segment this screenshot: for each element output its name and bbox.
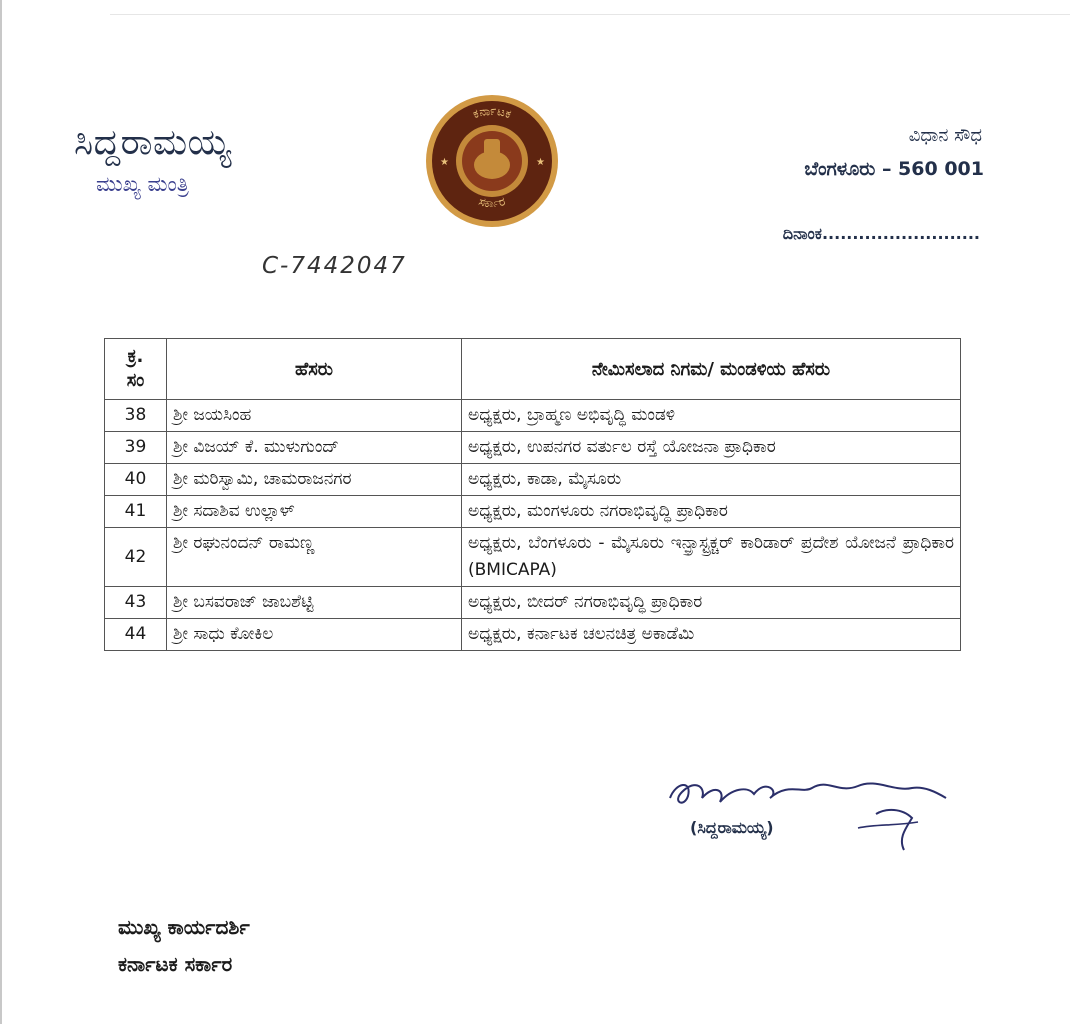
row-post: ಅಧ್ಯಕ್ಷರು, ಬ್ರಾಹ್ಮಣ ಅಭಿವೃದ್ಧಿ ಮಂಡಳಿ bbox=[462, 400, 961, 432]
row-post: ಅಧ್ಯಕ್ಷರು, ಬೀದರ್ ನಗರಾಭಿವೃದ್ಧಿ ಪ್ರಾಧಿಕಾರ bbox=[462, 587, 961, 619]
letterhead-name: ಸಿದ್ದರಾಮಯ್ಯ bbox=[74, 122, 232, 163]
recipient-line-1: ಮುಖ್ಯ ಕಾರ್ಯದರ್ಶಿ bbox=[118, 915, 250, 939]
letterhead-designation: ಮುಖ್ಯ ಮಂತ್ರಿ bbox=[96, 172, 189, 196]
header-post: ನೇಮಿಸಲಾದ ನಿಗಮ/ ಮಂಡಳಿಯ ಹೆಸರು bbox=[462, 339, 961, 400]
table-row bbox=[105, 496, 961, 528]
row-post: ಅಧ್ಯಕ್ಷರು, ಕಾಡಾ, ಮೈಸೂರು bbox=[462, 464, 961, 496]
table-row bbox=[105, 528, 961, 587]
row-post: ಅಧ್ಯಕ್ಷರು, ಕರ್ನಾಟಕ ಚಲನಚಿತ್ರ ಅಕಾಡೆಮಿ bbox=[462, 619, 961, 651]
row-name: ಶ್ರೀ ಸಾಧು ಕೋಕಿಲ bbox=[167, 619, 462, 651]
table-row bbox=[105, 400, 961, 432]
row-name: ಶ್ರೀ ಬಸವರಾಜ್ ಜಾಬಶೆಟ್ಟಿ bbox=[167, 587, 462, 619]
date-label: ದಿನಾಂಕ.......................... bbox=[782, 224, 980, 243]
table-header-row bbox=[105, 339, 961, 400]
row-name: ಶ್ರೀ ವಿಜಯ್ ಕೆ. ಮುಳುಗುಂದ್ bbox=[167, 432, 462, 464]
row-serial: 44 bbox=[105, 619, 167, 651]
table-row bbox=[105, 432, 961, 464]
header-serial-number: ಕ್ರ. ಸಂ bbox=[105, 339, 167, 400]
row-post: ಅಧ್ಯಕ್ಷರು, ಮಂಗಳೂರು ನಗರಾಭಿವೃದ್ಧಿ ಪ್ರಾಧಿಕಾರ bbox=[462, 496, 961, 528]
address-line-2: ಬೆಂಗಳೂರು – 560 001 bbox=[804, 158, 984, 180]
handwritten-signature bbox=[662, 768, 952, 854]
row-serial: 43 bbox=[105, 587, 167, 619]
row-serial: 38 bbox=[105, 400, 167, 432]
row-name: ಶ್ರೀ ಮರಿಸ್ವಾಮಿ, ಚಾಮರಾಜನಗರ bbox=[167, 464, 462, 496]
address-line-1: ವಿಧಾನ ಸೌಧ bbox=[908, 125, 982, 146]
row-post: ಅಧ್ಯಕ್ಷರು, ಉಪನಗರ ವರ್ತುಲ ರಸ್ತೆ ಯೋಜನಾ ಪ್ರಾಧಿಕಾರ bbox=[462, 432, 961, 464]
row-serial: 40 bbox=[105, 464, 167, 496]
table-row bbox=[105, 619, 961, 651]
karnataka-government-seal-icon bbox=[424, 93, 560, 229]
row-serial: 39 bbox=[105, 432, 167, 464]
row-name: ಶ್ರೀ ಜಯಸಿಂಹ bbox=[167, 400, 462, 432]
row-serial: 42 bbox=[105, 528, 167, 587]
page-edge bbox=[0, 0, 2, 1024]
top-border-line bbox=[110, 14, 1070, 15]
svg-text:★: ★ bbox=[440, 157, 449, 168]
row-name: ಶ್ರೀ ರಘುನಂದನ್ ರಾಮಣ್ಣ bbox=[167, 528, 462, 587]
row-name: ಶ್ರೀ ಸದಾಶಿವ ಉಲ್ಲಾಳ್ bbox=[167, 496, 462, 528]
seal-top-text: ಕರ್ನಾಟಕ bbox=[470, 103, 514, 122]
svg-text:★: ★ bbox=[536, 157, 545, 168]
reference-number: C-7442047 bbox=[262, 253, 407, 279]
signature-name: (ಸಿದ್ದರಾಮಯ್ಯ) bbox=[690, 818, 774, 837]
row-serial: 41 bbox=[105, 496, 167, 528]
row-post: ಅಧ್ಯಕ್ಷರು, ಬೆಂಗಳೂರು - ಮೈಸೂರು ಇನ್ಫ್ರಾಸ್ಟ್ರಕ್ಚರ್ ಕಾರಿಡಾರ್ ಪ್ರದೇಶ ಯೋಜನೆ ಪ್ರಾಧಿಕಾರ (BMICAPA) bbox=[462, 528, 961, 587]
seal-bottom-text: ಸರ್ಕಾರ bbox=[477, 194, 507, 211]
table-row bbox=[105, 464, 961, 496]
appointments-table bbox=[104, 338, 961, 651]
table-row bbox=[105, 587, 961, 619]
header-name: ಹೆಸರು bbox=[167, 339, 462, 400]
recipient-line-2: ಕರ್ನಾಟಕ ಸರ್ಕಾರ bbox=[118, 952, 233, 976]
